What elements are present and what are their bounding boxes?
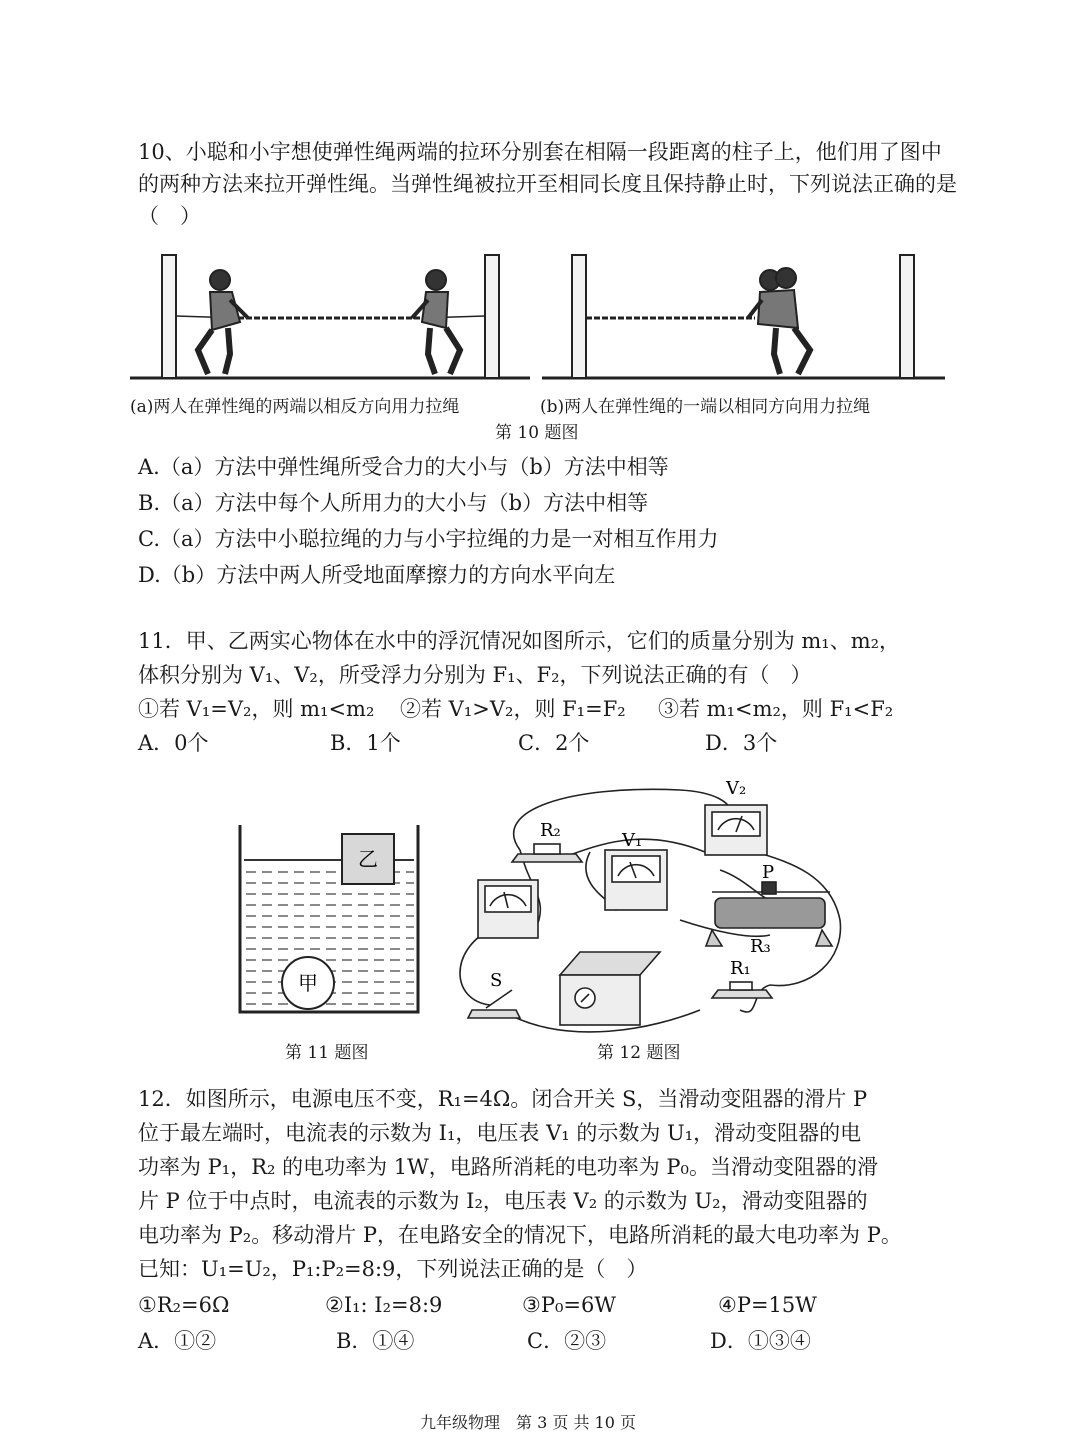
switch-s: [468, 990, 520, 1018]
post-right-a: [485, 255, 499, 378]
voltmeter-v2: [705, 805, 767, 855]
voltmeter-v1: [605, 850, 667, 910]
q12-option-c: C．②③: [527, 1329, 607, 1353]
label-v2: V₂: [726, 778, 747, 799]
q11-option-b: B．1个: [330, 731, 401, 755]
label-jia: 甲: [298, 971, 318, 995]
q10-caption-a: (a)两人在弹性绳的两端以相反方向用力拉绳: [130, 397, 460, 417]
q12-stem-line6: 已知：U₁=U₂，P₁:P₂=8:9，下列说法正确的是（ ）: [138, 1257, 648, 1281]
q11-option-c: C．2个: [518, 731, 590, 755]
q12-circuit-figure: [450, 770, 870, 1040]
q11-statement-2: ②若 V₁>V₂，则 F₁=F₂: [400, 697, 626, 721]
q11-figure: [230, 820, 430, 1020]
q12-option-a: A．①②: [138, 1329, 217, 1353]
person-xiaocong-a: [198, 270, 248, 374]
post-left-a: [162, 255, 176, 378]
q12-statement-3: ③P₀=6W: [522, 1293, 616, 1317]
q12-option-d: D．①③④: [710, 1329, 811, 1353]
resistor-r1: [712, 982, 772, 998]
q11-figure-caption: 第 11 题图: [285, 1043, 369, 1063]
q11-stem-line1: 11．甲、乙两实心物体在水中的浮沉情况如图所示，它们的质量分别为 m₁、m₂，: [138, 629, 901, 653]
q12-stem-line4: 片 P 位于中点时，电流表的示数为 I₂，电压表 V₂ 的示数为 U₂，滑动变阻器的: [138, 1189, 868, 1213]
person-xiaoyu-a: [412, 270, 460, 374]
q12-option-b: B．①④: [336, 1329, 415, 1353]
q12-statement-1: ①R₂=6Ω: [138, 1293, 230, 1317]
resistor-r2: [512, 844, 582, 862]
q10-option-c: C.（a）方法中小聪拉绳的力与小宇拉绳的力是一对相互作用力: [138, 527, 719, 551]
page-footer: 九年级物理 第 3 页 共 10 页: [420, 1413, 636, 1432]
q12-stem-line2: 位于最左端时，电流表的示数为 I₁，电压表 V₁ 的示数为 U₁，滑动变阻器的电: [138, 1121, 862, 1145]
q10-figure: [130, 250, 950, 385]
power-supply: [560, 952, 660, 1025]
q10-option-b: B.（a）方法中每个人所用力的大小与（b）方法中相等: [138, 491, 649, 515]
post-right-b: [900, 255, 914, 378]
q11-stem-line2: 体积分别为 V₁、V₂，所受浮力分别为 F₁、F₂，下列说法正确的有（ ）: [138, 663, 812, 687]
label-p: P: [762, 862, 775, 883]
label-r2: R₂: [540, 820, 561, 841]
q11-option-a: A．0个: [138, 731, 209, 755]
q12-statement-4: ④P=15W: [718, 1293, 817, 1317]
q12-statement-2: ②I₁: I₂=8:9: [325, 1293, 443, 1317]
label-r3: R₃: [750, 936, 771, 957]
label-yi: 乙: [358, 847, 378, 871]
q11-option-d: D．3个: [705, 731, 778, 755]
q10-option-a: A.（a）方法中弹性绳所受合力的大小与（b）方法中相等: [138, 455, 669, 479]
label-r1: R₁: [730, 958, 751, 979]
q12-figure-caption: 第 12 题图: [597, 1043, 681, 1063]
q12-stem-line1: 12．如图所示，电源电压不变，R₁=4Ω。闭合开关 S，当滑动变阻器的滑片 P: [138, 1087, 868, 1111]
q10-figure-caption: 第 10 题图: [495, 423, 579, 443]
q11-statement-1: ①若 V₁=V₂，则 m₁<m₂: [138, 697, 375, 721]
q11-statement-3: ③若 m₁<m₂，则 F₁<F₂: [658, 697, 894, 721]
persons-pair-b: [748, 268, 810, 374]
q12-stem-line3: 功率为 P₁，R₂ 的电功率为 1W，电路所消耗的电功率为 P₀。当滑动变阻器的滑: [138, 1155, 878, 1179]
label-s: S: [490, 970, 503, 991]
q10-caption-b: (b)两人在弹性绳的一端以相同方向用力拉绳: [540, 397, 871, 417]
q12-stem-line5: 电功率为 P₂。移动滑片 P，在电路安全的情况下，电路所消耗的最大电功率为 P。: [138, 1223, 902, 1247]
ammeter: [478, 880, 538, 938]
q10-option-d: D.（b）方法中两人所受地面摩擦力的方向水平向左: [138, 563, 616, 587]
post-left-b: [572, 255, 586, 378]
label-v1: V₁: [622, 830, 643, 851]
q10-stem: 10、小聪和小宇想使弹性绳两端的拉环分别套在相隔一段距离的柱子上，他们用了图中的两种方法来拉开弹性绳。当弹性绳被拉开至相同长度且保持静止时，下列说法正确的是（ ）: [138, 140, 957, 228]
